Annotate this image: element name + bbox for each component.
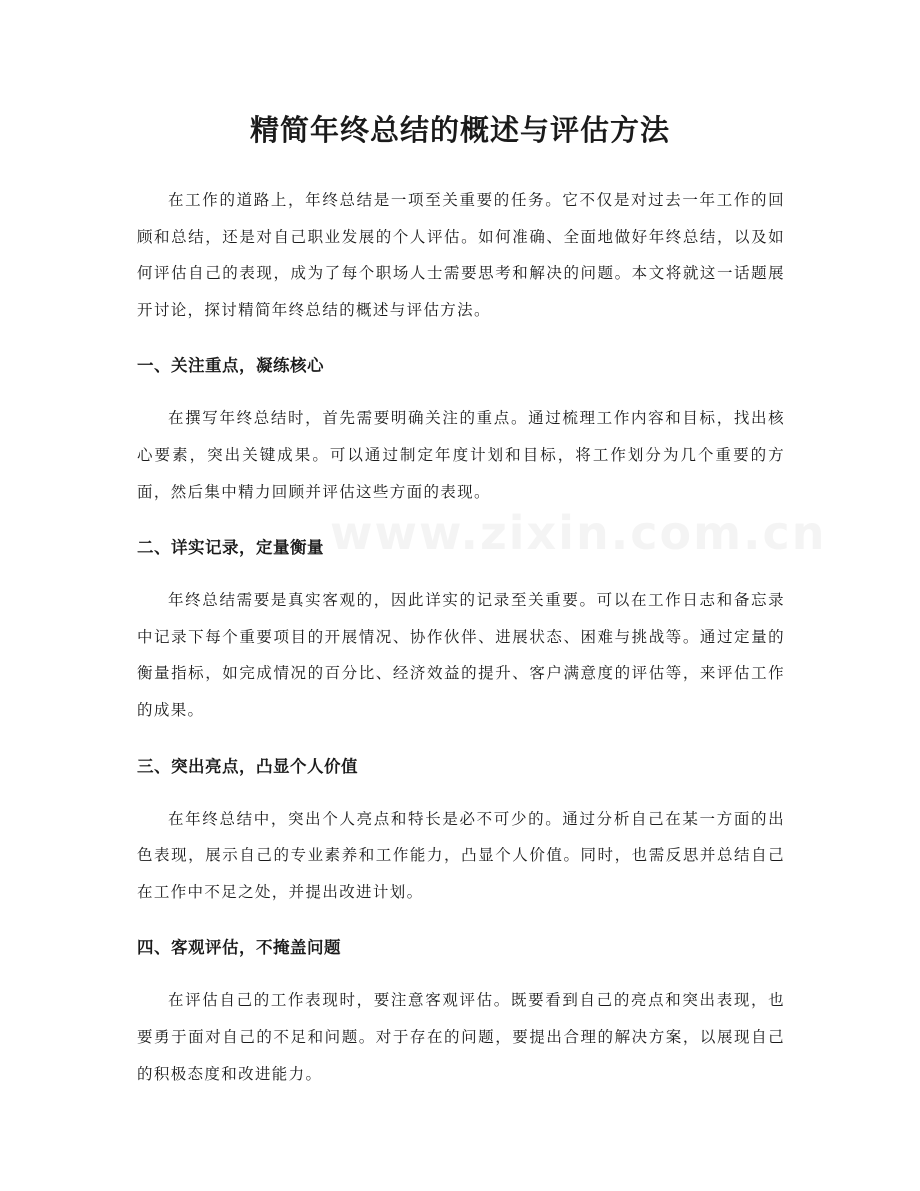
document-body: [137, 182, 827, 1092]
section-body-2: 年终总结需要是真实客观的，因此详实的记录至关重要。可以在工作日志和备忘录中记录下每个重要项目的开展情况、协作伙伴、进展状态、困难与挑战等。通过定量的衡量指标，如完成情况的百分比、经济效益的提升、客户满意度的评估等，来评估工作的成果。: [137, 591, 785, 719]
section-body-3: 在年终总结中，突出个人亮点和特长是必不可少的。通过分析自己在某一方面的出色表现，展示自己的专业素养和工作能力，凸显个人价值。同时，也需反思并总结自己在工作中不足之处，并提出改进计划。: [137, 809, 785, 901]
section-heading-4: 四、客观评估，不掩盖问题: [137, 938, 341, 958]
section-heading-3: 三、突出亮点，凸显个人价值: [137, 756, 358, 776]
watermark: www.zixin.com.cn: [330, 506, 827, 560]
page-title: 精简年终总结的概述与评估方法: [249, 113, 670, 147]
section-body-4: 在评估自己的工作表现时，要注意客观评估。既要看到自己的亮点和突出表现，也要勇于面对自己的不足和问题。对于存在的问题，要提出合理的解决方案，以展现自己的积极态度和改进能力。: [137, 991, 785, 1083]
intro-paragraph: 在工作的道路上，年终总结是一项至关重要的任务。它不仅是对过去一年工作的回顾和总结，还是对自己职业发展的个人评估。如何准确、全面地做好年终总结，以及如何评估自己的表现，成为了每个职场人士需要思考和解决的问题。本文将就这一话题展开讨论，探讨精简年终总结的概述与评估方法。: [137, 191, 785, 319]
section-heading-2: 二、详实记录，定量衡量: [137, 538, 324, 558]
section-body-1: 在撰写年终总结时，首先需要明确关注的重点。通过梳理工作内容和目标，找出核心要素，突出关键成果。可以通过制定年度计划和目标，将工作划分为几个重要的方面，然后集中精力回顾并评估这些方面的表现。: [137, 409, 785, 501]
section-heading-1: 一、关注重点，凝练核心: [137, 356, 324, 376]
